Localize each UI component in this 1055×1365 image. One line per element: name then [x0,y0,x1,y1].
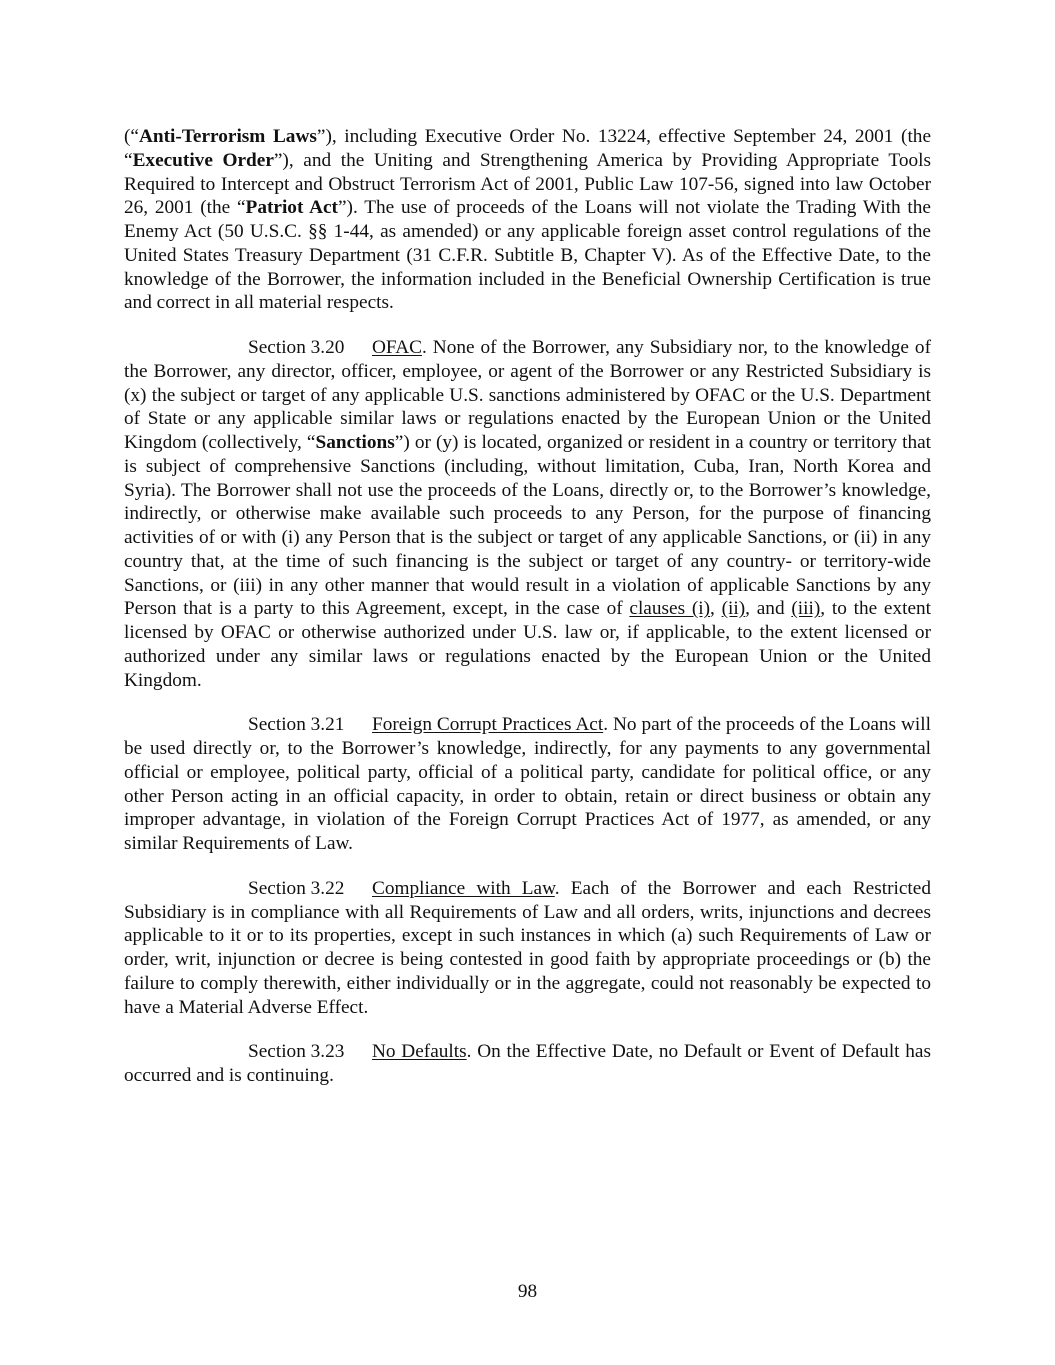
document-body [124,125,931,1088]
section-number: Section 3.21 [248,714,345,736]
defined-term-patriot-act: Patriot Act [245,197,338,219]
section-text-2: ”) or (y) is located, organized or resident in a country or territory that is subject of comprehensive Sanctions (including, without limitation, Cuba, Iran, North Korea and Syria). The Borrower shall not use the proceeds of the Loans, directly or, to the Borrower’s knowledge, indirectly, or otherwise make available such proceeds to any Person, for the purpose of financing activities of or with (i) any Person that is the subject or target of any applicable Sanctions, or (ii) in any country that, at the time of such financing is the subject or target of any country- or territory-wide Sanctions, or (iii) in any other manner that would result in a violation of applicable Sanctions by any Person that is a party to this Agreement, except, in the case of [124,432,931,620]
section-heading: No Defaults [372,1041,467,1063]
section-text-3: , [710,598,722,620]
intro-text-1: (“ [124,126,139,147]
section-text-4: , and [745,598,792,620]
page-number: 98 [517,1281,538,1302]
intro-text-3: ”), and the Uniting and Strengthening America by Providing Appropriate Tools Required to Intercept and Obstruct Terrorism Act of 2001, Public Law 107-56, signed into law October 26, 2001 (the “ [124,149,931,219]
section-heading: Foreign Corrupt Practices Act [372,714,604,736]
section-text-1: . On the Effective Date, no Default or Event of Default has occurred and is continuing. [124,1041,931,1086]
section-number: Section 3.23 [248,1041,345,1063]
section-3-21 [124,713,931,856]
intro-text-4: ”). The use of proceeds of the Loans will not violate the Trading With the Enemy Act (50 U.S.C. §§ 1-44, as amended) or any applicable foreign asset control regulations of the United States Treasury Department (31 C.F.R. Subtitle B, Chapter V). As of the Effective Date, to the knowledge of the Borrower, the information included in the Beneficial Ownership Certification is true and correct in all material respects. [124,197,931,314]
defined-term-anti-terrorism-laws: Anti-Terrorism Laws [138,126,317,147]
clause-reference-i: clauses (i) [629,598,711,620]
section-number: Section 3.22 [248,877,345,899]
section-text-1: . None of the Borrower, any Subsidiary nor, to the knowledge of the Borrower, any director, officer, employee, or agent of the Borrower or any Restricted Subsidiary is (x) the subject or target of any applicable U.S. sanctions administered by OFAC or the U.S. Department of State or any applicable similar laws or regulations enacted by the European Union or the United Kingdom (collectively, “ [124,337,931,453]
section-3-22 [124,877,931,1020]
section-text-1: . No part of the proceeds of the Loans will be used directly or, to the Borrower’s knowledge, indirectly, for any payments to any governmental official or employee, political party, official of a political party, candidate for political office, or any other Person acting in an official capacity, in order to obtain, retain or direct business or obtain any improper advantage, in violation of the Foreign Corrupt Practices Act of 1977, as amended, or any similar Requirements of Law. [124,714,931,854]
defined-term-executive-order: Executive Order [132,149,274,171]
intro-text-2: ”), including Executive Order No. 13224, effective September 24, 2001 (the “ [124,126,932,171]
section-heading: OFAC [372,337,423,358]
clause-reference-ii: (ii) [721,598,746,620]
section-3-23 [124,1040,931,1088]
section-heading: Compliance with Law [372,877,555,899]
section-number: Section 3.20 [248,337,345,358]
section-text-1: . Each of the Borrower and each Restricted Subsidiary is in compliance with all Requirements of Law and all orders, writs, injunctions and decrees applicable to it or to its properties, except in such instances in which (a) such Requirements of Law or order, writ, injunction or decree is being contested in good faith by appropriate proceedings or (b) the failure to comply therewith, either individually or in the aggregate, could not reasonably be expected to have a Material Adverse Effect. [124,877,931,1018]
section-3-20 [124,336,931,692]
section-text-5: , to the extent licensed by OFAC or otherwise authorized under U.S. law or, if applicable, to the extent licensed or authorized under any similar laws or regulations enacted by the European Union or the United Kingdom. [124,598,932,691]
defined-term-sanctions: Sanctions [315,432,395,453]
clause-reference-iii: (iii) [791,598,821,620]
anti-terrorism-paragraph [124,125,931,315]
